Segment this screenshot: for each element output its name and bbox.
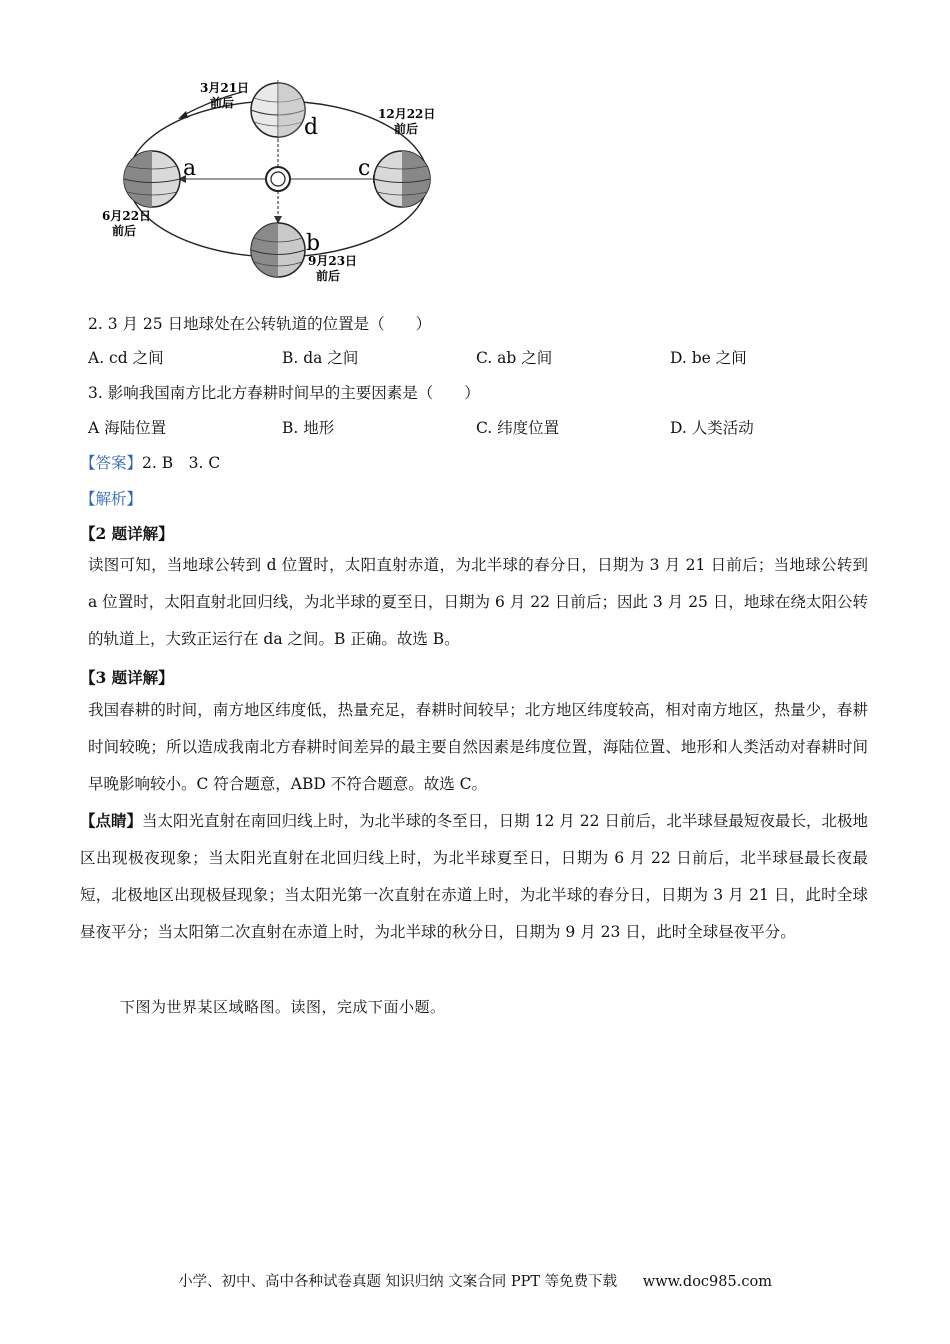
label-left-date: 6月22日 <box>102 209 152 223</box>
label-right-date: 12月22日 <box>378 107 436 121</box>
question-3-option-a: A 海陆位置 <box>88 419 167 437</box>
earth-globe-top <box>251 80 305 140</box>
sun-icon <box>266 167 290 191</box>
detail-3-body: 我国春耕的时间，南方地区纬度低，热量充足，春耕时间较早；北方地区纬度较高，相对南方地区，热量少，春耕时间较晚；所以造成我南北方春耕时间差异的最主要自然因素是纬度位置，海陆位置、地形和人类活动对春耕时间早晚影响较小。C 符合题意，ABD 不符合题意。故选 C。 <box>88 701 868 793</box>
label-pos-a: a <box>183 156 197 181</box>
answer-line <box>80 451 220 473</box>
earth-globe-right <box>374 151 430 207</box>
detail-3-title: 【3 题详解】 <box>80 668 174 687</box>
label-left-sub: 前后 <box>112 224 137 238</box>
analysis-tag: 【解析】 <box>80 490 143 508</box>
question-2-option-b: B. da 之间 <box>282 349 359 367</box>
label-right-sub: 前后 <box>394 122 419 136</box>
note-tag: 【点睛】 <box>80 811 143 830</box>
label-pos-c: c <box>358 156 371 181</box>
question-2-stem: 2. 3 月 25 日地球处在公转轨道的位置是（ ） <box>88 315 432 333</box>
earth-globe-bottom <box>251 223 305 277</box>
question-2-option-a: A. cd 之间 <box>88 349 164 367</box>
footer-link[interactable]: www.doc985.com <box>642 1274 772 1290</box>
label-bottom-date: 9月23日 <box>308 254 358 268</box>
footer-text: 小学、初中、高中各种试卷真题 知识归纳 文案合同 PPT 等免费下载 <box>178 1274 618 1290</box>
detail-2-title: 【2 题详解】 <box>80 524 174 543</box>
earth-orbit-diagram <box>82 62 472 294</box>
next-intro: 下图为世界某区域略图。读图，完成下面小题。 <box>120 998 446 1016</box>
label-top-date: 3月21日 <box>200 81 250 95</box>
question-2-option-d: D. be 之间 <box>670 349 747 367</box>
page-footer <box>0 1270 950 1291</box>
label-pos-d: d <box>304 115 319 140</box>
earth-globe-left <box>124 151 180 207</box>
answer-text: 2. B 3. C <box>142 454 221 472</box>
answer-tag: 【答案】 <box>80 454 143 472</box>
detail-2-body: 读图可知，当地球公转到 d 位置时，太阳直射赤道，为北半球的春分日，日期为 3 月 21 日前后；当地球公转到 a 位置时，太阳直射北回归线，为北半球的夏至日，日期为 6 月 22 日前后；因此 3 月 25 日，地球在绕太阳公转的轨道上，大致正运行在 da 之间。B 正确。故选 B。 <box>88 556 868 648</box>
note-paragraph <box>80 802 868 951</box>
label-top-sub: 前后 <box>210 96 235 110</box>
question-3-option-d: D. 人类活动 <box>670 419 754 437</box>
question-3-option-c: C. 纬度位置 <box>476 419 560 437</box>
orbit-figure <box>82 62 472 294</box>
note-body: 当太阳光直射在南回归线上时，为北半球的冬至日，日期 12 月 22 日前后，北半球昼最短夜最长，北极地区出现极夜现象；当太阳光直射在北回归线上时，为北半球夏至日，日期为 6 月 22 日前后，北半球昼最长夜最短，北极地区出现极昼现象；当太阳光第一次直射在赤道上时，为北半球的春分日，日期为 3 月 21 日，此时全球昼夜平分；当太阳第二次直射在赤道上时，为北半球的秋分日，日期为 9 月 23 日，此时全球昼夜平分。 <box>80 812 868 941</box>
question-3-option-b: B. 地形 <box>282 419 335 437</box>
label-pos-b: b <box>306 231 321 256</box>
label-bottom-sub: 前后 <box>316 269 341 283</box>
question-2-option-c: C. ab 之间 <box>476 349 553 367</box>
question-3-stem: 3. 影响我国南方比北方春耕时间早的主要因素是（ ） <box>88 384 480 402</box>
